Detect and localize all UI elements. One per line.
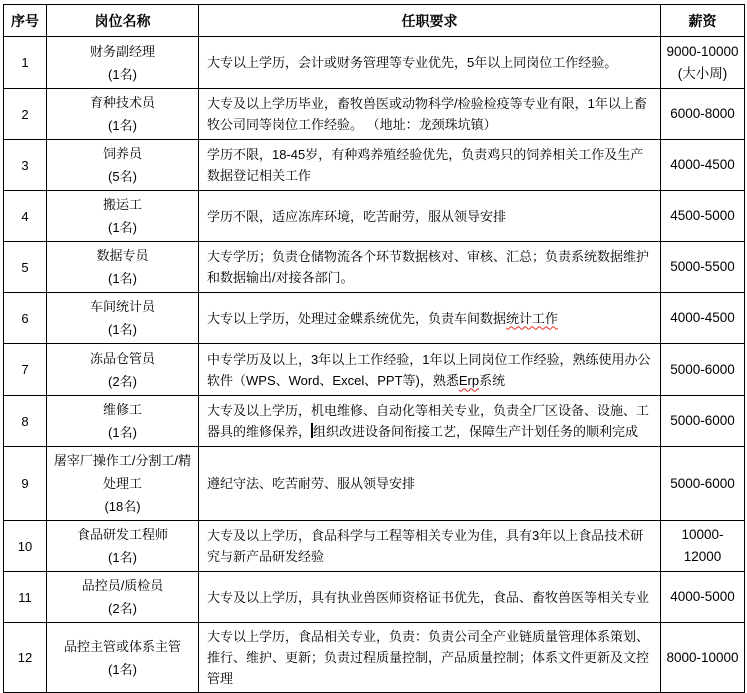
position-count: (1名) — [108, 220, 137, 235]
position-count: (2名) — [108, 601, 137, 616]
salary-note: (大小周) — [677, 65, 728, 81]
position-title: 财务副经理 — [89, 43, 155, 59]
position-cell[interactable] — [47, 396, 199, 447]
position-count: (1名) — [108, 550, 137, 565]
requirements-text: 大专以上学历，处理过金蝶系统优先，负责车间数据 — [207, 310, 507, 326]
salary-cell[interactable] — [661, 140, 745, 191]
table-row — [4, 572, 745, 623]
table-row — [4, 89, 745, 140]
salary-range: 9000-10000 — [666, 43, 739, 59]
requirements-cell[interactable] — [199, 396, 661, 447]
requirements-cell[interactable] — [199, 344, 661, 396]
salary-range: 10000-12000 — [681, 527, 724, 564]
requirements-text: 大专及以上学历，具有执业兽医师资格证书优先，食品、畜牧兽医等相关专业 — [207, 589, 650, 605]
position-cell[interactable] — [47, 447, 199, 521]
position-title: 维修工 — [102, 402, 142, 417]
position-cell[interactable] — [47, 344, 199, 396]
salary-range: 5000-6000 — [670, 475, 735, 491]
table-row — [4, 396, 745, 447]
position-cell[interactable] — [47, 89, 199, 140]
position-title: 数据专员 — [96, 248, 149, 263]
position-title: 冻品仓管员 — [89, 350, 155, 366]
requirements-cell[interactable] — [199, 293, 661, 344]
position-title: 饲养员 — [102, 146, 142, 161]
row-number-cell[interactable]: 11 — [4, 572, 47, 623]
table-row — [4, 242, 745, 293]
salary-range: 4000-4500 — [670, 157, 735, 172]
row-number-cell[interactable]: 7 — [4, 344, 47, 396]
position-title: 屠宰厂操作工/分割工/精处理工 — [53, 453, 192, 491]
table-row — [4, 293, 745, 344]
table-row — [4, 344, 745, 396]
position-cell[interactable] — [47, 242, 199, 293]
requirements-text: 大专及以上学历，机电维修、自动化等相关专业，负责全厂区设备、设施、工器具的维修保养， — [207, 403, 650, 439]
requirements-text: 大专及以上学历毕业，畜牧兽医或动物科学/检验检疫等专业有限，1年以上畜牧公司同等岗位工作经验。 （地址：龙颈珠坑镇） — [207, 96, 647, 132]
salary-range: 5000-6000 — [670, 413, 735, 428]
position-count: (1名) — [108, 66, 137, 82]
salary-cell[interactable] — [661, 191, 745, 242]
table-row — [4, 521, 745, 572]
salary-range: 6000-8000 — [670, 106, 735, 121]
position-cell[interactable] — [47, 293, 199, 344]
salary-cell[interactable] — [661, 293, 745, 344]
requirements-text: 大专及以上学历，食品科学与工程等相关专业为佳，具有3年以上食品技术研究与新产品研发经验 — [207, 528, 644, 564]
position-count: (1名) — [108, 118, 137, 133]
position-cell[interactable] — [47, 623, 199, 693]
salary-range: 4000-4500 — [670, 310, 735, 325]
requirements-cell[interactable] — [199, 191, 661, 242]
table-row — [4, 140, 745, 191]
salary-range: 5000-6000 — [670, 361, 735, 377]
row-number-cell[interactable]: 4 — [4, 191, 47, 242]
salary-cell[interactable] — [661, 623, 745, 693]
column-header-no: 序号 — [4, 5, 47, 37]
position-cell[interactable] — [47, 572, 199, 623]
table-row — [4, 623, 745, 693]
column-header-title: 岗位名称 — [47, 5, 199, 37]
salary-cell[interactable] — [661, 447, 745, 521]
salary-cell[interactable] — [661, 572, 745, 623]
salary-cell[interactable] — [661, 521, 745, 572]
position-count: (2名) — [108, 373, 137, 389]
requirements-cell[interactable] — [199, 447, 661, 521]
salary-cell[interactable] — [661, 37, 745, 89]
salary-cell[interactable] — [661, 344, 745, 396]
spellcheck-marked-text: 统计工作 — [506, 310, 559, 326]
position-title: 车间统计员 — [89, 299, 155, 314]
requirements-text: 学历不限，适应冻库环境，吃苦耐劳，服从领导安排 — [207, 208, 507, 224]
position-title: 搬运工 — [102, 197, 142, 212]
requirements-text: 中专学历及以上，3年以上工作经验，1年以上同岗位工作经验，熟练使用办公软件（WPS、Word、Excel、PPT等)，熟悉 — [207, 351, 651, 388]
requirements-cell[interactable] — [199, 242, 661, 293]
row-number-cell[interactable]: 3 — [4, 140, 47, 191]
position-title: 品控主管或体系主管 — [63, 638, 181, 654]
requirements-cell[interactable] — [199, 37, 661, 89]
requirements-text: 遵纪守法、吃苦耐劳、服从领导安排 — [207, 476, 416, 491]
position-cell[interactable] — [47, 521, 199, 572]
position-cell[interactable] — [47, 140, 199, 191]
position-count: (18名) — [104, 499, 141, 514]
row-number-cell[interactable]: 10 — [4, 521, 47, 572]
salary-cell[interactable] — [661, 89, 745, 140]
requirements-text: 大专以上学历，会计或财务管理等专业优先，5年以上同岗位工作经验。 — [207, 55, 618, 70]
row-number-cell[interactable]: 2 — [4, 89, 47, 140]
requirements-cell[interactable] — [199, 623, 661, 693]
row-number-cell[interactable]: 6 — [4, 293, 47, 344]
position-title: 育种技术员 — [89, 95, 155, 110]
requirements-text: 系统 — [479, 372, 506, 388]
position-count: (1名) — [108, 271, 137, 286]
header-row — [4, 5, 745, 37]
row-number-cell[interactable]: 12 — [4, 623, 47, 693]
requirements-cell[interactable] — [199, 89, 661, 140]
position-count: (5名) — [108, 169, 137, 184]
row-number-cell[interactable]: 1 — [4, 37, 47, 89]
table-row — [4, 37, 745, 89]
row-number-cell[interactable]: 5 — [4, 242, 47, 293]
requirements-cell[interactable] — [199, 521, 661, 572]
position-title: 品控员/质检员 — [81, 578, 164, 593]
salary-range: 5000-5500 — [670, 259, 735, 274]
position-count: (1名) — [108, 661, 137, 677]
salary-range: 4500-5000 — [670, 208, 735, 223]
position-count: (1名) — [108, 322, 137, 337]
salary-range: 4000-5000 — [670, 589, 735, 604]
position-cell[interactable] — [47, 191, 199, 242]
salary-cell[interactable] — [661, 396, 745, 447]
position-title: 食品研发工程师 — [76, 527, 168, 542]
requirements-text: 学历不限，18-45岁，有种鸡养殖经验优先，负责鸡只的饲养相关工作及生产数据登记相关工作 — [207, 147, 644, 183]
position-cell[interactable] — [47, 37, 199, 89]
row-number-cell[interactable]: 8 — [4, 396, 47, 447]
requirements-text: 大专以上学历，食品相关专业，负责：负责公司全产业链质量管理体系策划、推行、维护、更新；负责过程质量控制，产品质量控制；体系文件更新及文控管理 — [207, 629, 650, 686]
salary-cell[interactable] — [661, 242, 745, 293]
requirements-text: 组织改进设备间衔接工艺，保障生产计划任务的顺利完成 — [313, 424, 639, 439]
column-header-requirements: 任职要求 — [199, 5, 661, 37]
requirements-cell[interactable] — [199, 572, 661, 623]
job-positions-table — [3, 4, 745, 693]
table-row — [4, 447, 745, 521]
requirements-cell[interactable] — [199, 140, 661, 191]
table-row — [4, 191, 745, 242]
requirements-text: 大专学历；负责仓储物流各个环节数据核对、审核、汇总；负责系统数据维护和数据输出/对接各部门。 — [207, 249, 650, 285]
row-number-cell[interactable]: 9 — [4, 447, 47, 521]
column-header-salary: 薪资 — [661, 5, 745, 37]
spellcheck-marked-text: Erp — [458, 372, 480, 388]
salary-range: 8000-10000 — [666, 649, 739, 665]
position-count: (1名) — [108, 425, 137, 440]
